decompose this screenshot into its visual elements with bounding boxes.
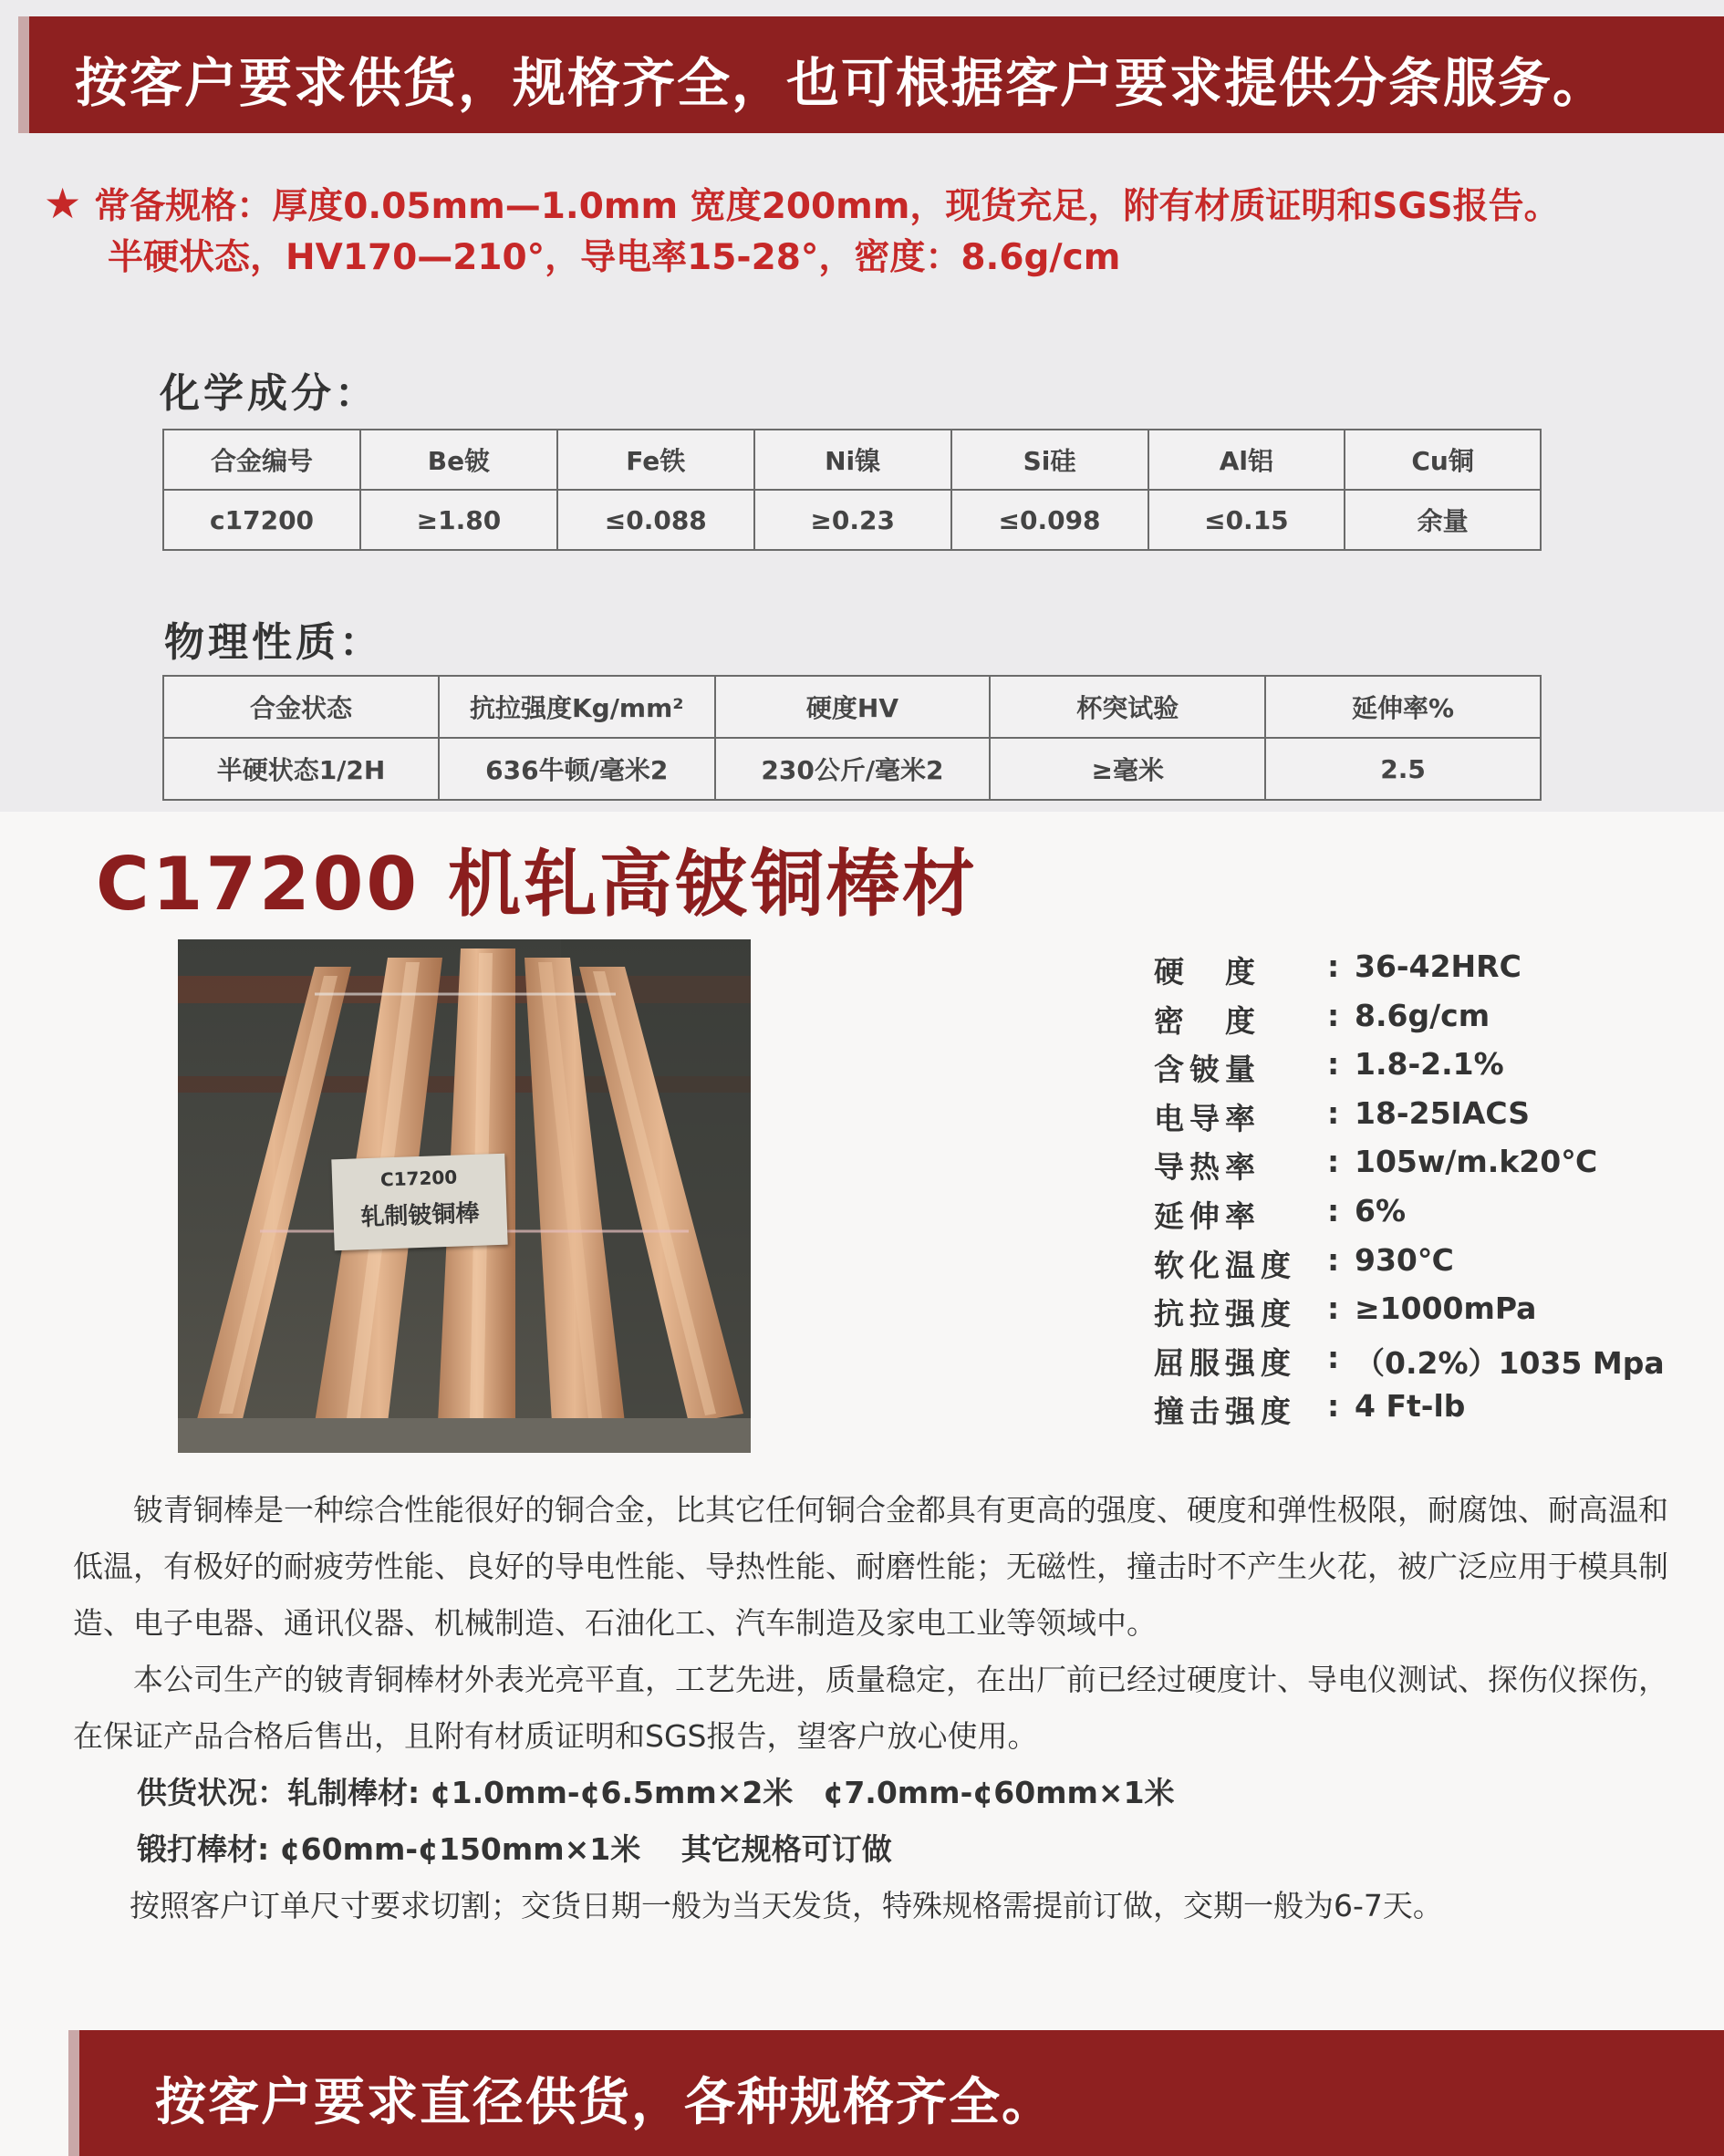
table-header-cell: Ni镍 xyxy=(754,430,951,490)
physical-title: 物理性质： xyxy=(164,619,383,666)
property-row: 含铍量 : 1.8-2.1% xyxy=(1154,1046,1665,1095)
table-header-row xyxy=(163,430,1541,490)
table-row xyxy=(163,738,1541,800)
table-cell: ≤0.098 xyxy=(951,490,1148,550)
property-value: 4 Ft-lb xyxy=(1355,1388,1466,1425)
order-note: 按照客户订单尺寸要求切割；交货日期一般为当天发货，特殊规格需提前订做，交期一般为6-7天。 xyxy=(130,1888,1443,1923)
table-cell: ≥0.23 xyxy=(754,490,951,550)
table-cell: ≥毫米 xyxy=(990,738,1265,800)
spec-line-2: 半硬状态，HV170—210°，导电率15-28°，密度：8.6g/cm xyxy=(108,237,1121,278)
table-header-cell: 杯突试验 xyxy=(990,676,1265,738)
top-banner-text: 按客户要求供货，规格齐全，也可根据客户要求提供分条服务。 xyxy=(75,52,1608,114)
table-cell: ≥1.80 xyxy=(360,490,557,550)
photo-label-card xyxy=(331,1154,507,1251)
table-cell: 半硬状态1/2H xyxy=(163,738,439,800)
table-cell: 2.5 xyxy=(1265,738,1541,800)
table-header-cell: Fe铁 xyxy=(557,430,754,490)
table-row xyxy=(163,490,1541,550)
property-value: 8.6g/cm xyxy=(1355,997,1490,1033)
property-value: （0.2%）1035 Mpa xyxy=(1355,1344,1665,1381)
spec-highlight xyxy=(44,178,1722,284)
property-key: 含铍量 xyxy=(1154,1052,1261,1088)
table-header-cell: Cu铜 xyxy=(1345,430,1541,490)
table-cell: 636牛顿/毫米2 xyxy=(439,738,714,800)
property-key: 撞击强度 xyxy=(1154,1394,1296,1430)
star-icon: ★ xyxy=(44,179,82,228)
property-key: 导热率 xyxy=(1154,1149,1261,1186)
supply-status-line-2: 锻打棒材: ¢60mm-¢150mm×1米 其它规格可订做 xyxy=(137,1831,892,1867)
product-photo xyxy=(178,939,751,1453)
property-row: 软化温度 : 930℃ xyxy=(1154,1242,1665,1291)
photo-label-code: C17200 xyxy=(379,1166,458,1191)
top-banner xyxy=(18,16,1724,133)
chemical-title: 化学成分： xyxy=(160,370,379,417)
photo-label-name: 轧制铍铜棒 xyxy=(360,1199,481,1232)
property-key: 抗拉强度 xyxy=(1154,1296,1296,1332)
table-header-cell: Be铍 xyxy=(360,430,557,490)
description-paragraph-1: 铍青铜棒是一种综合性能很好的铜合金，比其它任何铜合金都具有更高的强度、硬度和弹性极限，耐腐蚀、耐高温和低温，有极好的耐疲劳性能、良好的导电性能、导热性能、耐磨性能；无磁性，撞击时不产生火花，被广泛应用于模具制造、电子电器、通讯仪器、机械制造、石油化工、汽车制造及家电工业等领域中。 xyxy=(73,1492,1668,1641)
product-properties xyxy=(1154,948,1665,1437)
property-value: 1.8-2.1% xyxy=(1355,1046,1504,1083)
table-header-row xyxy=(163,676,1541,738)
table-header-cell: 抗拉强度Kg/mm² xyxy=(439,676,714,738)
table-cell: 230公斤/毫米2 xyxy=(715,738,991,800)
property-row: 抗拉强度 : ≥1000mPa xyxy=(1154,1290,1665,1340)
table-header-cell: 硬度HV xyxy=(715,676,991,738)
spec-line-1: 常备规格：厚度0.05mm—1.0mm 宽度200mm，现货充足，附有材质证明和SGS报告。 xyxy=(94,186,1560,227)
table-header-cell: 合金编号 xyxy=(163,430,360,490)
property-value: 930℃ xyxy=(1355,1241,1454,1278)
property-key: 硬 度 xyxy=(1154,954,1261,990)
property-value: 6% xyxy=(1355,1192,1407,1228)
description-paragraph-2: 本公司生产的铍青铜棒材外表光亮平直，工艺先进，质量稳定，在出厂前已经过硬度计、导电仪测试、探伤仪探伤，在保证产品合格后售出，且附有材质证明和SGS报告，望客户放心使用。 xyxy=(73,1662,1668,1754)
chemical-table xyxy=(162,429,1542,551)
property-key: 电导率 xyxy=(1154,1100,1261,1136)
table-header-cell: 合金状态 xyxy=(163,676,439,738)
property-value: 105w/m.k20℃ xyxy=(1355,1144,1598,1180)
table-cell: 余量 xyxy=(1345,490,1541,550)
property-row: 屈服强度 : （0.2%）1035 Mpa xyxy=(1154,1340,1665,1389)
product-description xyxy=(73,1482,1678,1934)
supply-status-line-1: 供货状况：轧制棒材: ¢1.0mm-¢6.5mm×2米 ¢7.0mm-¢60mm×1米 xyxy=(137,1775,1175,1810)
table-cell: ≤0.15 xyxy=(1148,490,1345,550)
property-key: 密 度 xyxy=(1154,1002,1261,1039)
table-header-cell: 延伸率% xyxy=(1265,676,1541,738)
bottom-banner xyxy=(68,2030,1724,2156)
physical-table xyxy=(162,675,1542,801)
property-key: 屈服强度 xyxy=(1154,1344,1296,1381)
property-row: 电导率 : 18-25IACS xyxy=(1154,1095,1665,1145)
property-value: 18-25IACS xyxy=(1355,1094,1530,1131)
table-cell: ≤0.088 xyxy=(557,490,754,550)
table-cell: c17200 xyxy=(163,490,360,550)
property-row: 导热率 : 105w/m.k20℃ xyxy=(1154,1144,1665,1193)
bottom-banner-text: 按客户要求直径供货，各种规格齐全。 xyxy=(155,2073,1054,2132)
table-header-cell: Si硅 xyxy=(951,430,1148,490)
property-value: ≥1000mPa xyxy=(1355,1290,1537,1327)
property-row: 延伸率 : 6% xyxy=(1154,1193,1665,1242)
property-row: 撞击强度 : 4 Ft-lb xyxy=(1154,1388,1665,1437)
property-row: 硬 度 : 36-42HRC xyxy=(1154,948,1665,998)
property-row: 密 度 : 8.6g/cm xyxy=(1154,998,1665,1047)
property-key: 延伸率 xyxy=(1154,1197,1261,1234)
table-header-cell: Al铝 xyxy=(1148,430,1345,490)
product-title: C17200 机轧高铍铜棒材 xyxy=(96,842,978,927)
property-key: 软化温度 xyxy=(1154,1247,1296,1283)
property-value: 36-42HRC xyxy=(1355,948,1521,984)
